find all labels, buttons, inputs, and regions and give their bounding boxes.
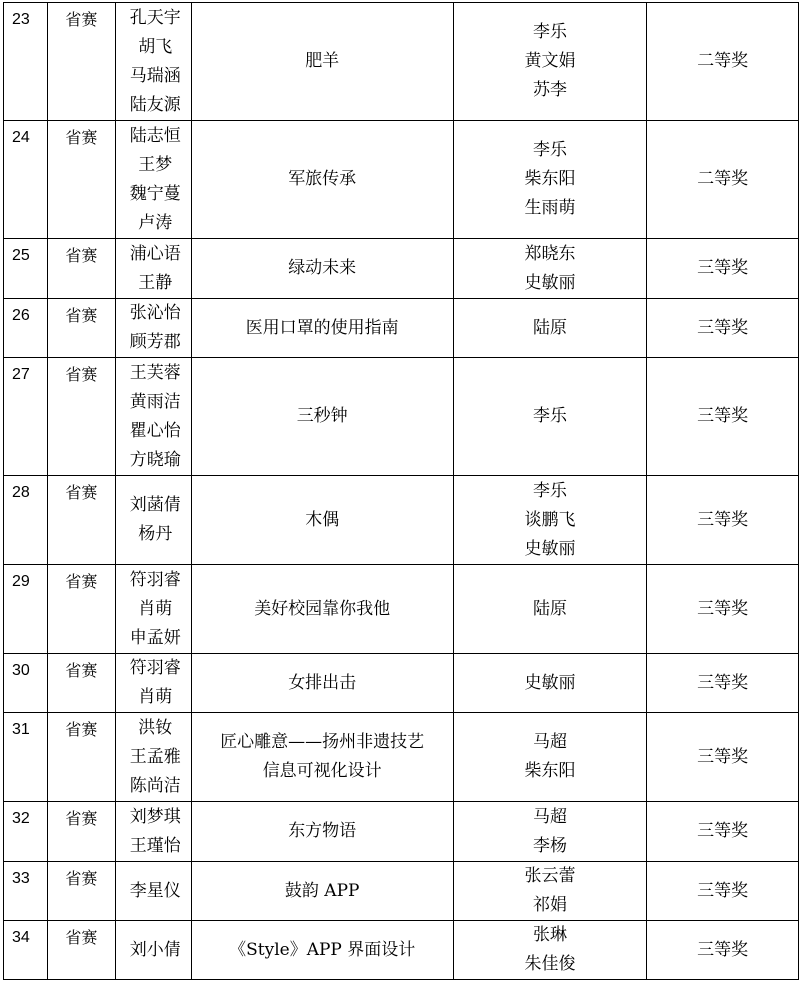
student-name: 杨丹 <box>138 524 173 544</box>
advisors-cell <box>453 713 647 802</box>
student-name: 符羽睿 <box>129 569 181 590</box>
table-row <box>4 299 799 358</box>
advisor-name: 黄文娟 <box>524 51 576 71</box>
work-title: 肥羊 <box>305 51 340 71</box>
row-number: 31 <box>4 713 48 802</box>
student-name: 陆志恒 <box>129 125 181 146</box>
student-name: 王孟雅 <box>129 746 181 767</box>
work-title: 木偶 <box>305 509 340 530</box>
work-title-cell <box>191 921 453 980</box>
row-number: 25 <box>4 239 48 299</box>
students-cell <box>115 802 191 862</box>
advisor-name: 马超 <box>532 732 567 752</box>
award-cell: 三等奖 <box>647 476 799 565</box>
student-name: 肖萌 <box>138 687 173 707</box>
row-number: 29 <box>4 565 48 654</box>
award-cell: 三等奖 <box>647 802 799 862</box>
student-name: 刘小倩 <box>129 939 181 960</box>
row-number: 23 <box>4 3 48 121</box>
advisor-name: 马超 <box>532 806 567 827</box>
student-name: 申孟妍 <box>129 627 181 648</box>
students-cell <box>115 654 191 713</box>
advisor-name: 史敏丽 <box>524 272 576 293</box>
student-name: 马瑞涵 <box>129 65 181 86</box>
student-name: 孔天宇 <box>129 7 181 28</box>
student-name: 瞿心怡 <box>129 420 181 441</box>
award-cell: 三等奖 <box>647 654 799 713</box>
student-name: 李星仪 <box>129 880 181 901</box>
work-title: 《Style》APP 界面设计 <box>229 939 416 960</box>
work-title-cell <box>191 802 453 862</box>
student-name: 卢涛 <box>138 212 173 233</box>
student-name: 洪钕 <box>138 717 173 738</box>
row-number: 33 <box>4 862 48 921</box>
row-number: 32 <box>4 802 48 862</box>
student-name: 王梦 <box>138 154 173 175</box>
competition-level: 省赛 <box>47 862 115 921</box>
competition-level: 省赛 <box>47 921 115 980</box>
competition-level: 省赛 <box>47 476 115 565</box>
advisor-name: 柴东阳 <box>524 761 576 781</box>
students-cell <box>115 921 191 980</box>
row-number: 28 <box>4 476 48 565</box>
students-cell <box>115 299 191 358</box>
award-cell: 三等奖 <box>647 358 799 476</box>
student-name: 张沁怡 <box>129 303 181 323</box>
advisor-name: 李乐 <box>532 406 567 426</box>
advisor-name: 张琳 <box>532 925 567 945</box>
table-row <box>4 476 799 565</box>
competition-level: 省赛 <box>47 3 115 121</box>
student-name: 方晓瑜 <box>129 449 181 470</box>
work-title-cell <box>191 713 453 802</box>
work-title: 信息可视化设计 <box>262 761 382 781</box>
competition-level: 省赛 <box>47 654 115 713</box>
table-row <box>4 358 799 476</box>
work-title: 医用口罩的使用指南 <box>245 317 399 338</box>
advisors-cell <box>453 358 647 476</box>
work-title: 东方物语 <box>288 821 357 841</box>
work-title-cell <box>191 476 453 565</box>
student-name: 王静 <box>138 272 173 293</box>
competition-level: 省赛 <box>47 713 115 802</box>
table-row <box>4 921 799 980</box>
awards-table <box>3 2 799 980</box>
students-cell <box>115 713 191 802</box>
student-name: 刘梦琪 <box>129 806 181 827</box>
competition-level: 省赛 <box>47 358 115 476</box>
advisor-name: 祁娟 <box>532 895 567 915</box>
competition-level: 省赛 <box>47 299 115 358</box>
advisors-cell <box>453 121 647 239</box>
advisor-name: 生雨萌 <box>524 198 576 218</box>
advisor-name: 朱佳俊 <box>524 954 576 974</box>
table-row <box>4 802 799 862</box>
work-title-cell <box>191 862 453 921</box>
advisors-cell <box>453 654 647 713</box>
student-name: 魏宁蔓 <box>129 183 181 204</box>
advisor-name: 李杨 <box>532 835 567 856</box>
work-title: 美好校园靠你我他 <box>254 598 391 619</box>
competition-level: 省赛 <box>47 121 115 239</box>
work-title-cell <box>191 565 453 654</box>
award-cell: 三等奖 <box>647 299 799 358</box>
work-title: 鼓韵 APP <box>284 880 360 901</box>
advisor-name: 史敏丽 <box>524 538 576 559</box>
work-title: 女排出击 <box>288 672 357 693</box>
award-cell: 三等奖 <box>647 239 799 299</box>
advisor-name: 谈鹏飞 <box>524 509 576 530</box>
advisors-cell <box>453 239 647 299</box>
table-row <box>4 654 799 713</box>
work-title-cell <box>191 358 453 476</box>
students-cell <box>115 358 191 476</box>
advisor-name: 李乐 <box>532 22 567 42</box>
table-row <box>4 239 799 299</box>
advisors-cell <box>453 565 647 654</box>
work-title-cell <box>191 299 453 358</box>
students-cell <box>115 3 191 121</box>
students-cell <box>115 239 191 299</box>
student-name: 王芙蓉 <box>129 362 181 383</box>
advisor-name: 李乐 <box>532 140 567 160</box>
row-number: 30 <box>4 654 48 713</box>
student-name: 黄雨洁 <box>129 391 181 412</box>
row-number: 27 <box>4 358 48 476</box>
row-number: 34 <box>4 921 48 980</box>
award-cell: 三等奖 <box>647 713 799 802</box>
students-cell <box>115 565 191 654</box>
student-name: 肖萌 <box>138 598 173 619</box>
advisors-cell <box>453 3 647 121</box>
work-title-cell <box>191 121 453 239</box>
work-title-cell <box>191 3 453 121</box>
advisors-cell <box>453 921 647 980</box>
row-number: 24 <box>4 121 48 239</box>
students-cell <box>115 121 191 239</box>
award-cell: 三等奖 <box>647 862 799 921</box>
advisors-cell <box>453 802 647 862</box>
table-row <box>4 713 799 802</box>
work-title: 三秒钟 <box>296 406 348 426</box>
student-name: 陆友源 <box>129 94 181 115</box>
students-cell <box>115 862 191 921</box>
competition-level: 省赛 <box>47 565 115 654</box>
award-cell: 三等奖 <box>647 921 799 980</box>
advisors-cell <box>453 476 647 565</box>
work-title-cell <box>191 239 453 299</box>
table-row <box>4 3 799 121</box>
advisor-name: 郑晓东 <box>524 243 576 264</box>
advisor-name: 史敏丽 <box>524 672 576 693</box>
advisor-name: 柴东阳 <box>524 169 576 189</box>
competition-level: 省赛 <box>47 802 115 862</box>
award-cell: 二等奖 <box>647 3 799 121</box>
student-name: 浦心语 <box>129 243 181 264</box>
student-name: 王瑾怡 <box>129 835 181 856</box>
row-number: 26 <box>4 299 48 358</box>
table-row <box>4 121 799 239</box>
award-cell: 二等奖 <box>647 121 799 239</box>
competition-level: 省赛 <box>47 239 115 299</box>
student-name: 符羽睿 <box>129 658 181 678</box>
student-name: 刘菡倩 <box>129 495 181 515</box>
work-title: 绿动未来 <box>288 258 357 278</box>
advisor-name: 陆原 <box>532 317 567 338</box>
advisor-name: 陆原 <box>532 598 567 619</box>
advisors-cell <box>453 862 647 921</box>
student-name: 胡飞 <box>138 36 173 57</box>
advisor-name: 张云蕾 <box>524 866 576 886</box>
students-cell <box>115 476 191 565</box>
work-title: 匠心雕意——扬州非遗技艺 <box>220 732 425 752</box>
award-cell: 三等奖 <box>647 565 799 654</box>
advisors-cell <box>453 299 647 358</box>
advisor-name: 苏李 <box>532 80 567 100</box>
student-name: 陈尚洁 <box>129 775 181 796</box>
table-row <box>4 862 799 921</box>
table-row <box>4 565 799 654</box>
student-name: 顾芳郡 <box>129 332 181 352</box>
advisor-name: 李乐 <box>532 480 567 501</box>
table-body <box>4 3 799 980</box>
work-title: 军旅传承 <box>288 169 357 189</box>
work-title-cell <box>191 654 453 713</box>
